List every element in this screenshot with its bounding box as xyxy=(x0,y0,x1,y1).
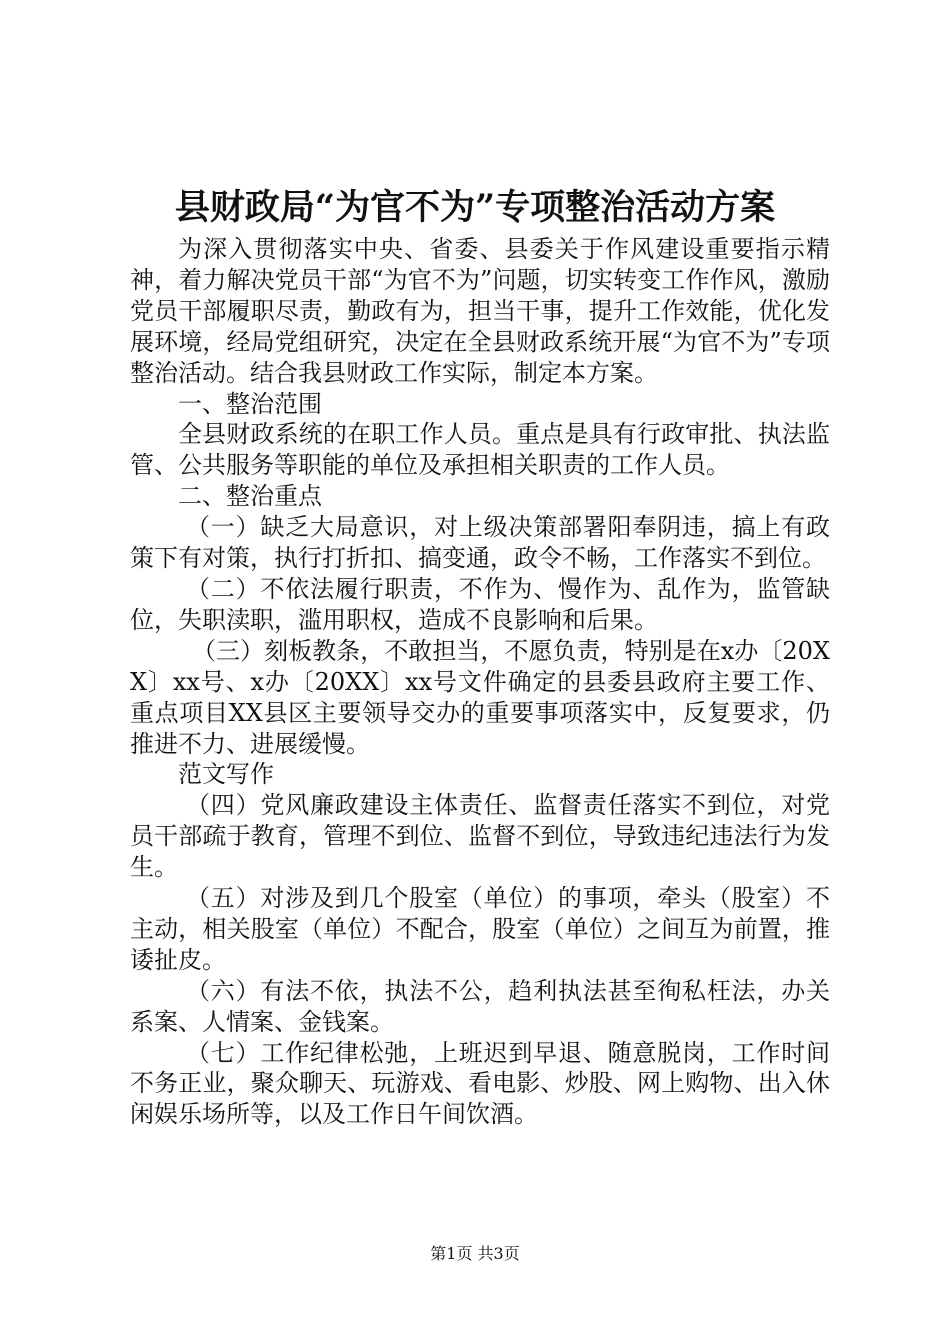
focus-item-5: （五）对涉及到几个股室（单位）的事项，牵头（股室）不主动，相关股室（单位）不配合，股室（单位）之间互为前置，推诿扯皮。 xyxy=(130,884,830,974)
focus-item-3: （三）刻板教条，不敢担当，不愿负责，特别是在x办〔20XX〕xx号、x办〔20XX〕xx号文件确定的县委县政府主要工作、重点项目XX县区主要领导交办的重要事项落实中，反复要求，仍推进不力、进展缓慢。 xyxy=(130,636,830,758)
focus-item-7: （七）工作纪律松弛，上班迟到早退、随意脱岗，工作时间不务正业，聚众聊天、玩游戏、看电影、炒股、网上购物、出入休闲娱乐场所等，以及工作日午间饮酒。 xyxy=(130,1038,830,1129)
scope-paragraph: 全县财政系统的在职工作人员。重点是具有行政审批、执法监管、公共服务等职能的单位及承担相关职责的工作人员。 xyxy=(130,420,830,480)
focus-item-6: （六）有法不依，执法不公，趋利执法甚至徇私枉法，办关系案、人情案、金钱案。 xyxy=(130,976,830,1036)
inline-label: 范文写作 xyxy=(178,760,274,789)
document-title: 县财政局“为官不为”专项整治活动方案 xyxy=(174,187,776,228)
focus-item-1: （一）缺乏大局意识，对上级决策部署阳奉阴违，搞上有政策下有对策，执行打折扣、搞变通，政令不畅，工作落实不到位。 xyxy=(130,513,830,573)
document-body xyxy=(130,234,830,1130)
section-heading-scope: 一、整治范围 xyxy=(178,389,322,418)
page-footer: 第1页 共3页 xyxy=(430,1244,520,1263)
focus-item-2: （二）不依法履行职责，不作为、慢作为、乱作为，监管缺位，失职渎职，滥用职权，造成不良影响和后果。 xyxy=(130,574,830,634)
intro-paragraph: 为深入贯彻落实中央、省委、县委关于作风建设重要指示精神，着力解决党员干部“为官不为”问题，切实转变工作作风，激励党员干部履职尽责，勤政有为，担当干事，提升工作效能，优化发展环境，经局党组研究，决定在全县财政系统开展“为官不为”专项整治活动。结合我县财政工作实际，制定本方案。 xyxy=(130,235,830,387)
section-heading-focus: 二、整治重点 xyxy=(178,482,322,511)
focus-item-4: （四）党风廉政建设主体责任、监督责任落实不到位，对党员干部疏于教育，管理不到位、监督不到位，导致违纪违法行为发生。 xyxy=(130,791,830,882)
